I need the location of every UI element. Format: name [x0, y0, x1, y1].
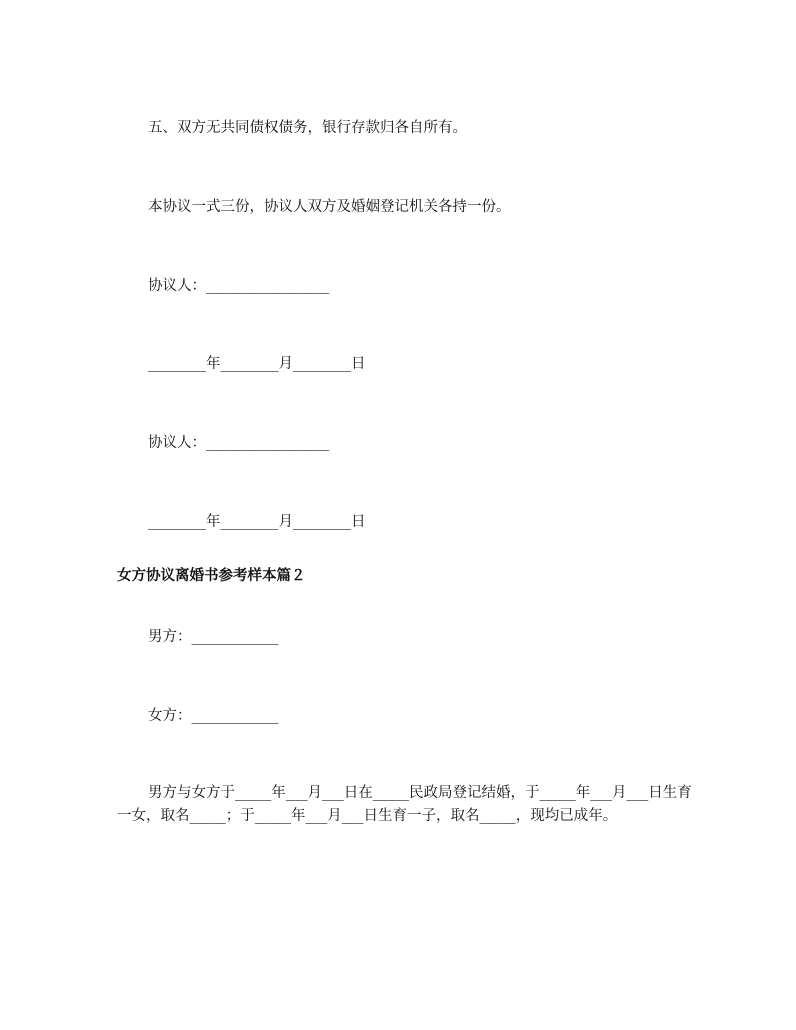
male-party-line: 男方：____________	[148, 629, 279, 645]
section-title: 女方协议离婚书参考样本篇２	[117, 567, 306, 584]
female-party-line: 女方：____________	[148, 708, 279, 724]
clause-assets: 五、双方无共同债权债务，银行存款归各自所有。	[148, 120, 467, 136]
date-line-1: ________年________月________日	[148, 356, 366, 372]
signature-line-2: 协议人：_________________	[148, 435, 330, 451]
signature-line-1: 协议人：_________________	[148, 278, 330, 294]
marriage-paragraph: 男方与女方于_____年___月___日在_____民政局登记结婚，于_____年___月___日生育一女，取名_____；于_____年___月___日生育一子，取名_____，现均已成年。	[117, 785, 692, 824]
date-line-2: ________年________月________日	[148, 514, 366, 530]
clause-copies: 本协议一式三份，协议人双方及婚姻登记机关各持一份。	[148, 199, 511, 215]
